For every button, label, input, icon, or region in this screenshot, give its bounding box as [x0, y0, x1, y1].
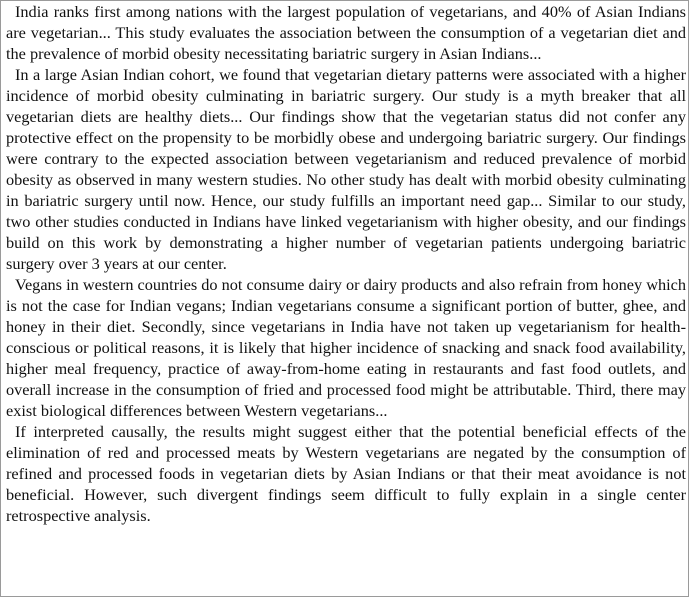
paragraph-findings: In a large Asian Indian cohort, we found that vegetarian dietary patterns were associated with a higher incidence of morbid obesity culminating in bariatric surgery. Our study is a myth breaker that all vegetarian diets are healthy diets... Our findings show that the vegetarian status did not confer any protective effect on the propensity to be morbidly obese and undergoing bariatric surgery. Our findings were contrary to the expected association between vegetarianism and reduced prevalence of morbid obesity as observed in many western studies. No other study has dealt with morbid obesity culminating in bariatric surgery until now. Hence, our study fulfills an important need gap... Similar to our study, two other studies conducted in Indians have linked vegetarianism with higher obesity, and our findings build on this work by demonstrating a higher number of vegetarian patients undergoing bariatric surgery over 3 years at our center.: [6, 65, 686, 273]
paragraph-interpretation: If interpreted causally, the results might suggest either that the potential beneficial effects of the elimination of red and processed meats by Western vegetarians are negated by the consumption of refined and processed foods in vegetarian diets by Asian Indians or that their meat avoidance is not beneficial. However, such divergent findings seem difficult to fully explain in a single center retrospective analysis.: [6, 422, 686, 525]
paragraph-intro: India ranks first among nations with the largest population of vegetarians, and 40% of Asian Indians are vegetarian... This study evaluates the association between the consumption of a vegetarian diet and the prevalence of morbid obesity necessitating bariatric surgery in Asian Indians...: [6, 2, 686, 63]
paragraph-explanations: Vegans in western countries do not consume dairy or dairy products and also refrain from honey which is not the case for Indian vegans; Indian vegetarians consume a significant portion of butter, ghee, and honey in their diet. Secondly, since vegetarians in India have not taken up vegetarianism for health-conscious or political reasons, it is likely that higher incidence of snacking and snack food availability, higher meal frequency, practice of away-from-home eating in restaurants and fast food outlets, and overall increase in the consumption of fried and processed food might be attributable. Third, there may exist biological differences between Western vegetarians...: [6, 275, 686, 420]
document-body: [6, 1, 686, 526]
